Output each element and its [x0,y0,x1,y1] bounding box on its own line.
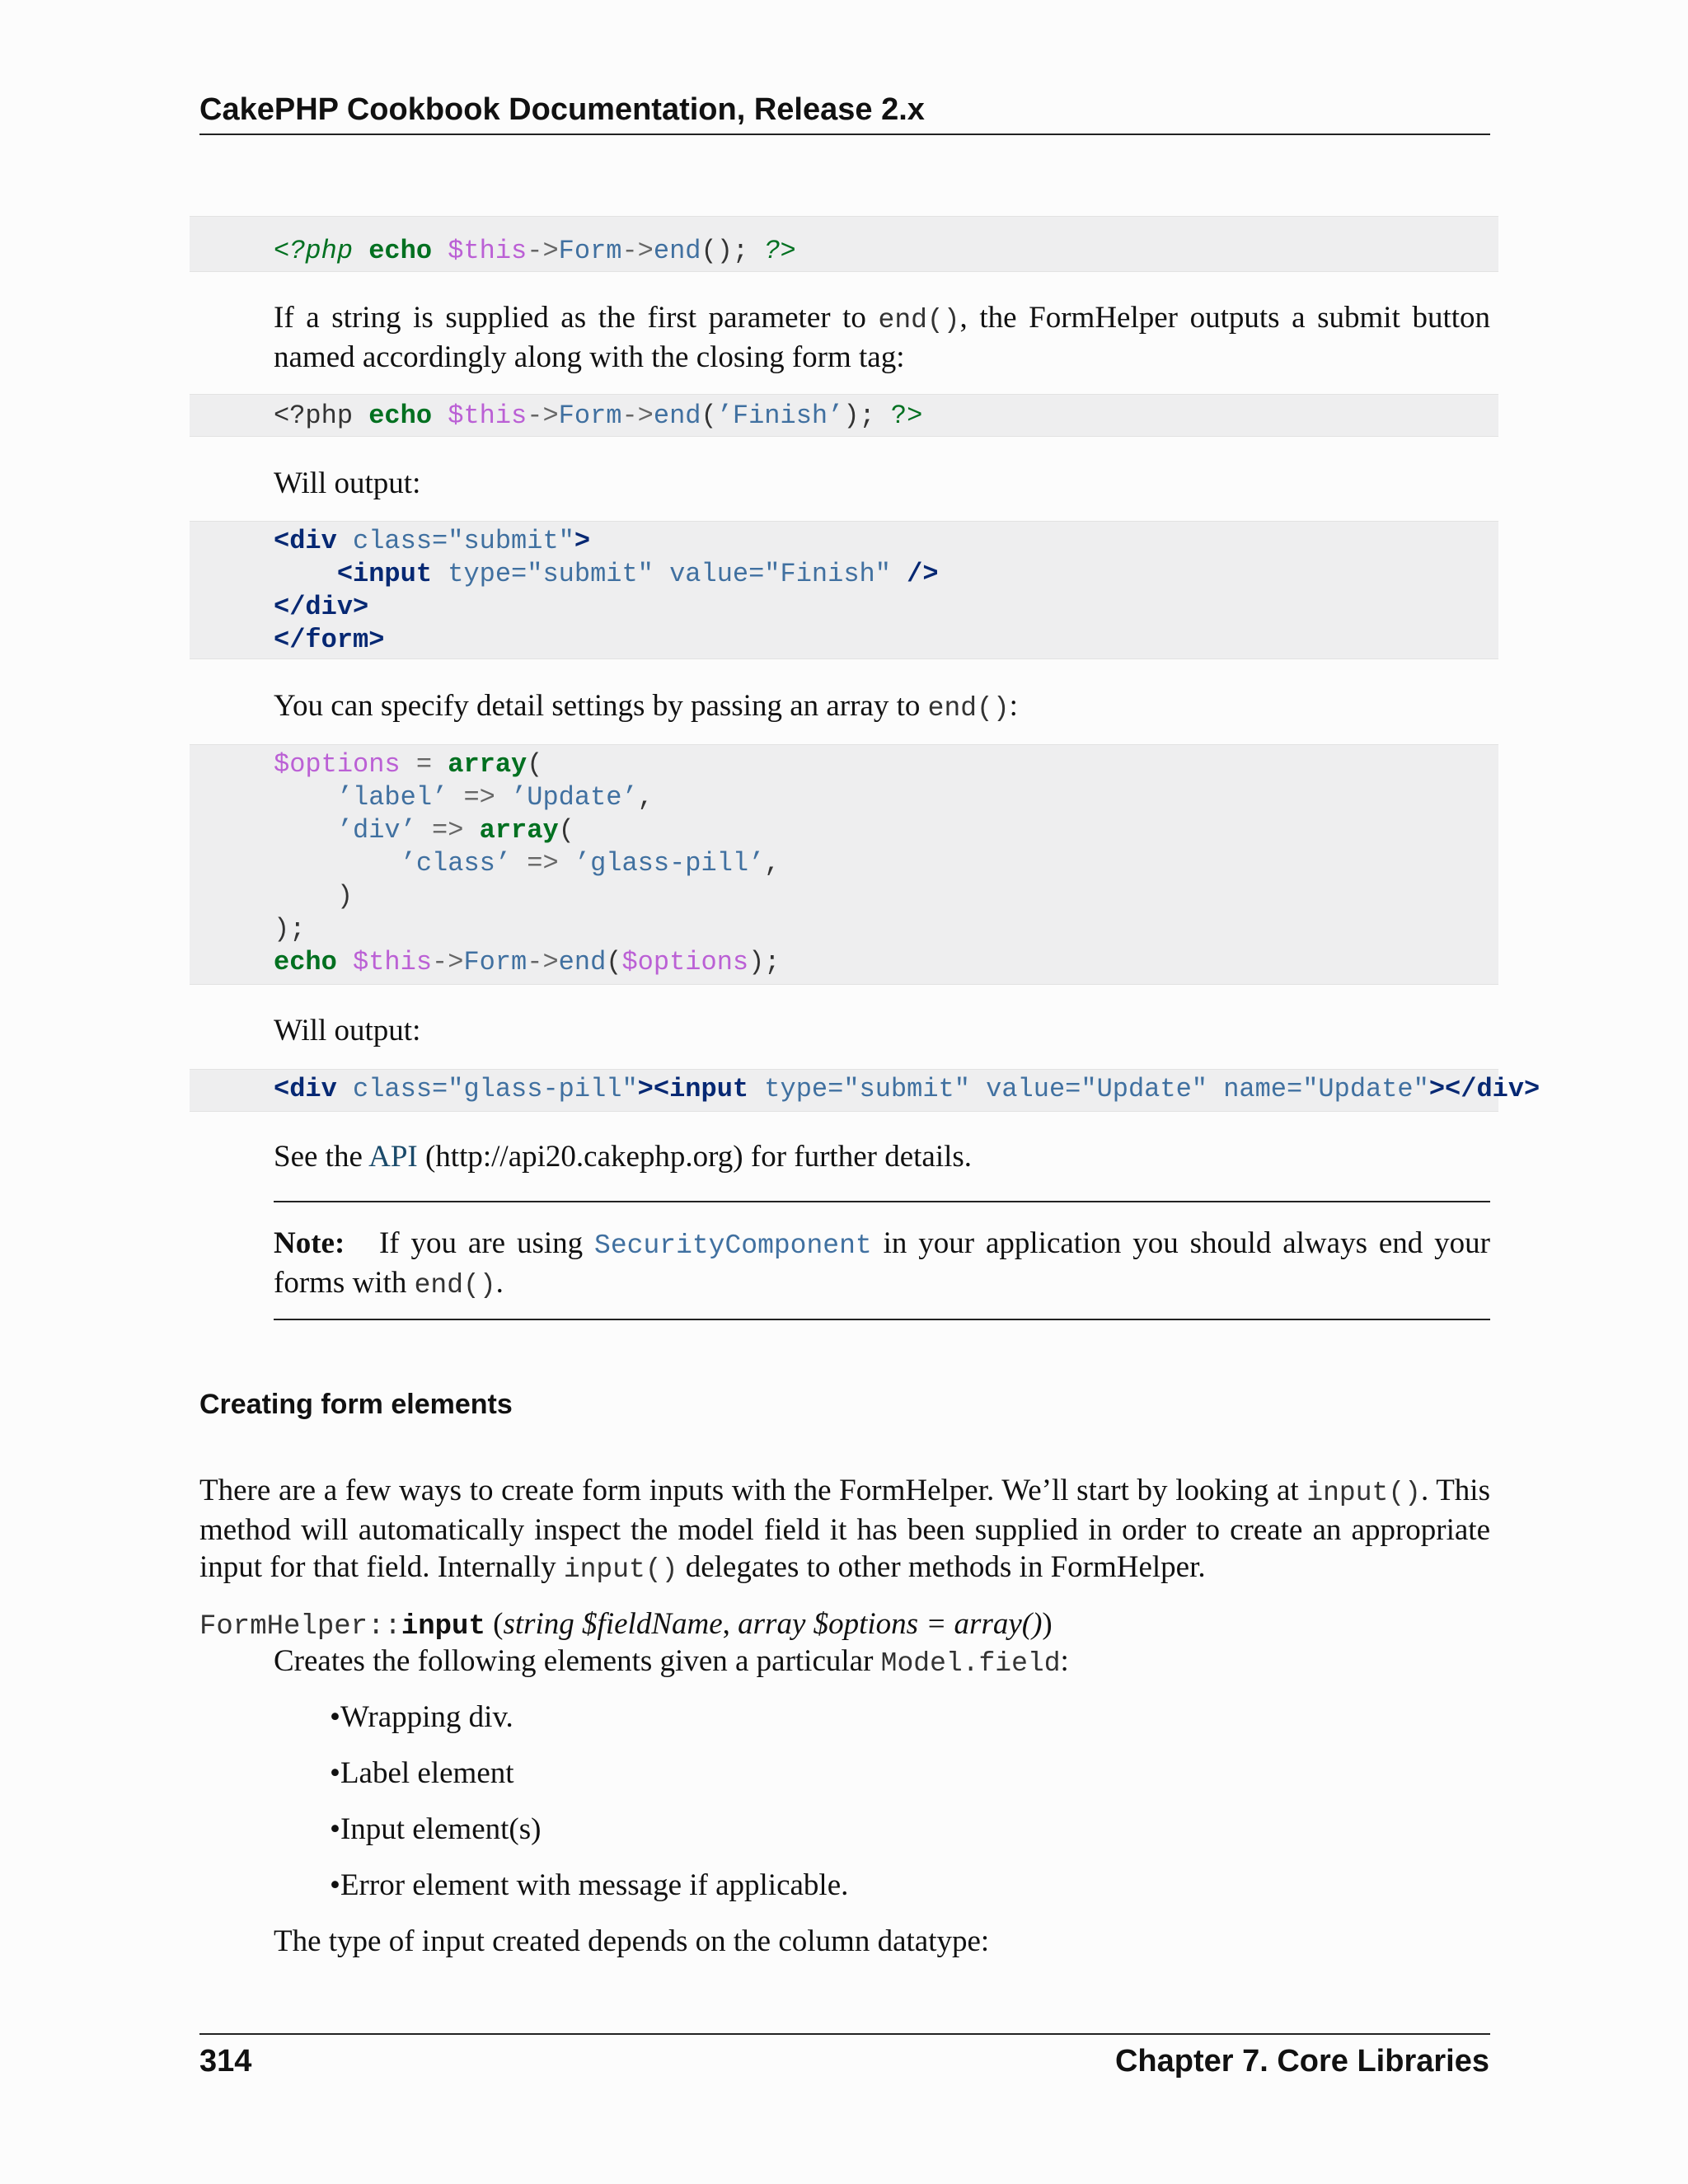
note-top-rule [274,1201,1490,1202]
paragraph-detail-settings: You can specify detail settings by passing an array to end(): [274,689,1018,724]
see-api-paragraph: See the API (http://api20.cakephp.org) for further details. [274,1140,973,1174]
datatype-line: The type of input created depends on the column datatype: [274,1924,990,1958]
running-header: CakePHP Cookbook Documentation, Release 2.x [199,92,925,127]
note-bottom-rule [274,1319,1490,1320]
section-heading: Creating form elements [199,1389,513,1420]
page-number: 314 [199,2044,252,2079]
paragraph-string-param: If a string is supplied as the first parameter to end(), the FormHelper outputs a submit button named accordingly along with the closing form tag: [274,301,1491,374]
list-item: •Wrapping div. [330,1700,513,1734]
will-output-label-1: Will output: [274,466,421,500]
list-item: •Label element [330,1756,514,1790]
chapter-title: Chapter 7. Core Libraries [1114,2044,1489,2079]
code-block-end: <?php echo $this->Form->end(); ?> [190,216,1498,272]
footer-rule [199,2033,1490,2035]
header-rule [199,134,1490,135]
list-item: •Input element(s) [330,1812,542,1846]
method-signature: FormHelper::input (string $fieldName, array $options = array()) [199,1607,1053,1643]
code-block-options-array: $options = array( ’label’ => ’Update’, ’div’ => array( ’class’ => ’glass-pill’, ) ); echo $this->Form->end($options); [190,744,1498,985]
note-security-component: Note: If you are using SecurityComponent in your application you should always end your forms with end(). [274,1226,1490,1301]
creates-elements-line: Creates the following elements given a particular Model.field: [274,1644,1069,1679]
api-link[interactable]: API [368,1140,418,1174]
will-output-label-2: Will output: [274,1014,421,1047]
code-block-end-finish: <?php echo $this->Form->end(’Finish’); ?> [190,394,1498,437]
paragraph-form-inputs: There are a few ways to create form inputs with the FormHelper. We’ll start by looking at input(). This method will automatically inspect the model field it has been supplied in order to create an appropriate input for that field. Internally input() delegates to other methods in FormHelper. [199,1474,1490,1585]
code-block-glass-pill-output: <div class="glass-pill"><input type="submit" value="Update" name="Update"></div> [190,1069,1498,1112]
list-item: •Error element with message if applicable. [330,1868,849,1902]
code-block-html-output: <div class="submit"> <input type="submit" value="Finish" /> </div> </form> [190,521,1498,659]
